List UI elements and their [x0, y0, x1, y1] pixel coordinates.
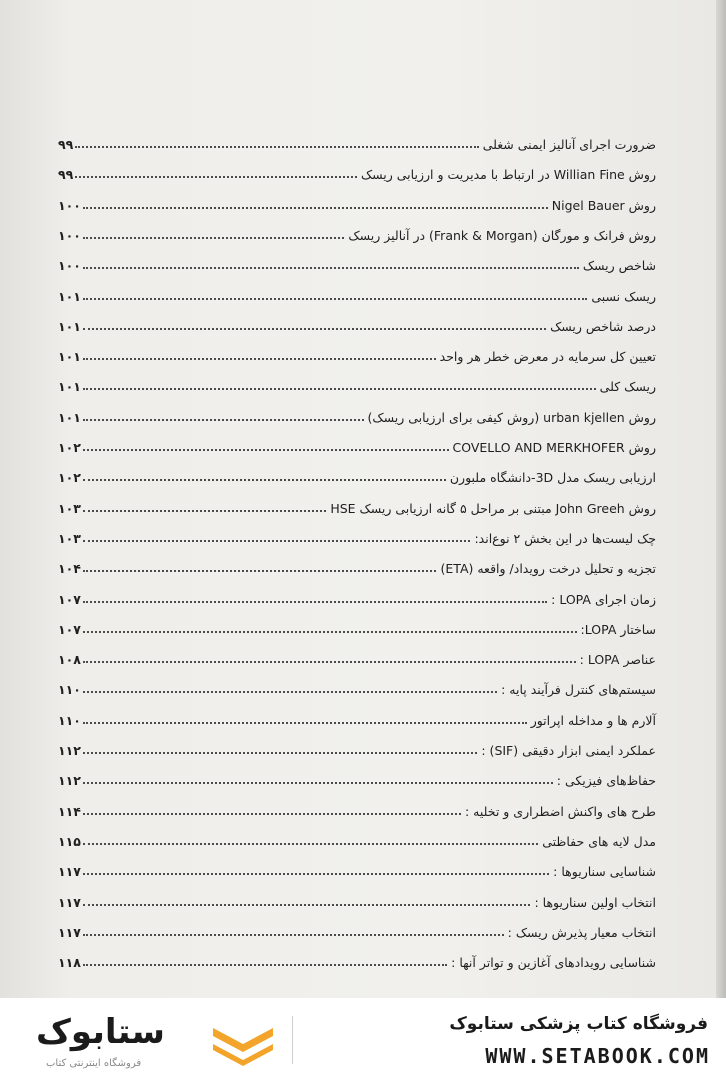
toc-entry: [58, 340, 656, 366]
toc-entry: [58, 128, 656, 154]
dot-leader: [83, 298, 587, 300]
toc-entry-page: ۱۰۱: [58, 410, 81, 425]
toc-entry-title: روش urban kjellen (روش کیفی برای ارزیابی ریسک): [367, 410, 656, 425]
toc-entry-page: ۱۱۴: [58, 804, 81, 819]
toc-entry: [58, 886, 656, 912]
dot-leader: [83, 267, 579, 269]
dot-leader: [83, 873, 549, 875]
store-logo-text: ستابوک: [36, 1012, 165, 1052]
toc-entry: [58, 310, 656, 336]
toc-entry: [58, 431, 656, 457]
toc-entry-title: سیستم‌های کنترل فرآیند پایه :: [501, 682, 656, 697]
toc-entry-title: چک لیست‌ها در این بخش ۲ نوع‌اند:: [474, 531, 656, 546]
toc-entry: [58, 673, 656, 699]
toc-entry: [58, 583, 656, 609]
dot-leader: [83, 419, 364, 421]
toc-entry-title: زمان اجرای LOPA :: [551, 592, 656, 607]
toc-entry: [58, 280, 656, 306]
store-banner: [0, 998, 726, 1080]
dot-leader: [83, 510, 326, 512]
dot-leader: [83, 934, 504, 936]
banner-divider: [292, 1016, 293, 1064]
shop-url[interactable]: WWW.SETABOOK.COM: [485, 1044, 710, 1068]
toc-entry-page: ۱۰۱: [58, 289, 81, 304]
toc-entry-title: طرح های واکنش اضطراری و تخلیه :: [464, 804, 656, 819]
toc-entry-title: انتخاب معیار پذیرش ریسک :: [507, 925, 656, 940]
toc-entry-title: روش Nigel Bauer: [551, 198, 656, 213]
book-stack-icon: [208, 1020, 278, 1066]
toc-entry-title: ارزیابی ریسک مدل 3D-دانشگاه ملبورن: [449, 470, 656, 485]
toc-entry: [58, 219, 656, 245]
toc-entry: [58, 795, 656, 821]
toc-entry-title: عملکرد ایمنی ابزار دقیقی (SIF) :: [481, 743, 656, 758]
dot-leader: [83, 964, 447, 966]
toc-entry-page: ۱۰۳: [58, 501, 81, 516]
toc-entry: [58, 401, 656, 427]
dot-leader: [83, 358, 436, 360]
dot-leader: [83, 661, 576, 663]
toc-entry: [58, 946, 656, 972]
toc-entry-title: روش COVELLO AND MERKHOFER: [452, 440, 656, 455]
toc-entry-page: ۹۹: [58, 167, 74, 182]
toc-entry: [58, 734, 656, 760]
toc-entry: [58, 825, 656, 851]
toc-entry-title: عناصر LOPA :: [579, 652, 656, 667]
toc-entry: [58, 189, 656, 215]
toc-entry-title: ریسک نسبی: [591, 289, 656, 304]
dot-leader: [83, 631, 577, 633]
toc-entry-page: ۱۱۲: [58, 773, 81, 788]
toc-entry-page: ۱۰۲: [58, 470, 81, 485]
dot-leader: [83, 479, 446, 481]
toc-entry-title: ساختار LOPA:: [580, 622, 656, 637]
toc-entry-page: ۱۱۷: [58, 864, 81, 879]
toc-entry: [58, 916, 656, 942]
toc-entry-page: ۱۱۷: [58, 925, 81, 940]
toc-entry-title: درصد شاخص ریسک: [550, 319, 656, 334]
toc-entry-title: روش فرانک و مورگان (Frank & Morgan) در آنالیز ریسک: [348, 228, 656, 243]
dot-leader: [83, 782, 553, 784]
dot-leader: [83, 570, 437, 572]
toc-entry-page: ۱۰۷: [58, 622, 81, 637]
toc-entry-page: ۱۰۰: [58, 258, 81, 273]
toc-entry-title: آلارم ها و مداخله اپراتور: [530, 713, 656, 728]
dot-leader: [83, 904, 531, 906]
toc-entry: [58, 249, 656, 275]
toc-entry-page: ۹۹: [58, 137, 74, 152]
dot-leader: [83, 388, 596, 390]
toc-entry-page: ۱۰۰: [58, 198, 81, 213]
toc-entry-page: ۱۱۵: [58, 834, 81, 849]
page-edge: [716, 0, 726, 998]
toc-entry-title: ریسک کلی: [599, 379, 656, 394]
toc-entry-page: ۱۰۴: [58, 561, 81, 576]
toc-entry-page: ۱۱۲: [58, 743, 81, 758]
toc-entry-page: ۱۰۳: [58, 531, 81, 546]
dot-leader: [83, 843, 538, 845]
dot-leader: [83, 813, 461, 815]
toc-entry: [58, 461, 656, 487]
toc-entry-title: ضرورت اجرای آنالیز ایمنی شغلی: [482, 137, 656, 152]
dot-leader: [83, 449, 449, 451]
toc-entry: [58, 764, 656, 790]
dot-leader: [83, 601, 547, 603]
toc-entry: [58, 643, 656, 669]
dot-leader: [83, 207, 548, 209]
toc-entry: [58, 613, 656, 639]
toc-entry: [58, 704, 656, 730]
dot-leader: [83, 722, 527, 724]
toc-entry-page: ۱۰۰: [58, 228, 81, 243]
dot-leader: [83, 237, 345, 239]
toc-entry: [58, 522, 656, 548]
toc-entry-title: شاخص ریسک: [582, 258, 656, 273]
toc-entry: [58, 492, 656, 518]
toc-entry-title: انتخاب اولین سناریوها :: [534, 895, 656, 910]
shop-name: فروشگاه کتاب پزشکی ستابوک: [449, 1014, 708, 1034]
dot-leader: [75, 146, 478, 148]
dot-leader: [83, 752, 477, 754]
toc-entry-page: ۱۱۰: [58, 713, 81, 728]
dot-leader: [83, 328, 546, 330]
toc-entry-title: شناسایی رویدادهای آغازین و تواتر آنها :: [451, 955, 656, 970]
toc-entry-title: حفاظ‌های فیزیکی :: [556, 773, 656, 788]
toc-entry-page: ۱۱۰: [58, 682, 81, 697]
toc-entry-page: ۱۰۸: [58, 652, 81, 667]
toc-entry: [58, 158, 656, 184]
toc-entry-page: ۱۱۷: [58, 895, 81, 910]
toc-entry-page: ۱۰۲: [58, 440, 81, 455]
dot-leader: [83, 691, 497, 693]
toc-entry: [58, 552, 656, 578]
toc-entry-page: ۱۰۱: [58, 379, 81, 394]
toc-entry-title: روش John Greeh مبتنی بر مراحل ۵ گانه ارزیابی ریسک HSE: [330, 501, 656, 516]
toc-entry-page: ۱۰۷: [58, 592, 81, 607]
toc-entry-title: شناسایی سناریوها :: [553, 864, 656, 879]
toc-entry-title: تجزیه و تحلیل درخت رویداد/ واقعه (ETA): [440, 561, 656, 576]
dot-leader: [75, 176, 357, 178]
dot-leader: [83, 540, 471, 542]
store-logo-subtitle: فروشگاه اینترنتی کتاب: [46, 1058, 142, 1069]
toc-entry-title: تعیین کل سرمایه در معرض خطر هر واحد: [439, 349, 656, 364]
toc-entry-title: مدل لایه های حفاظتی: [542, 834, 656, 849]
toc-entry-page: ۱۰۱: [58, 319, 81, 334]
toc-entry: [58, 370, 656, 396]
toc-entry: [58, 855, 656, 881]
toc-entry-title: روش Willian Fine در ارتباط با مدیریت و ارزیابی ریسک: [360, 167, 656, 182]
toc-entry-page: ۱۱۸: [58, 955, 81, 970]
toc-entry-page: ۱۰۱: [58, 349, 81, 364]
